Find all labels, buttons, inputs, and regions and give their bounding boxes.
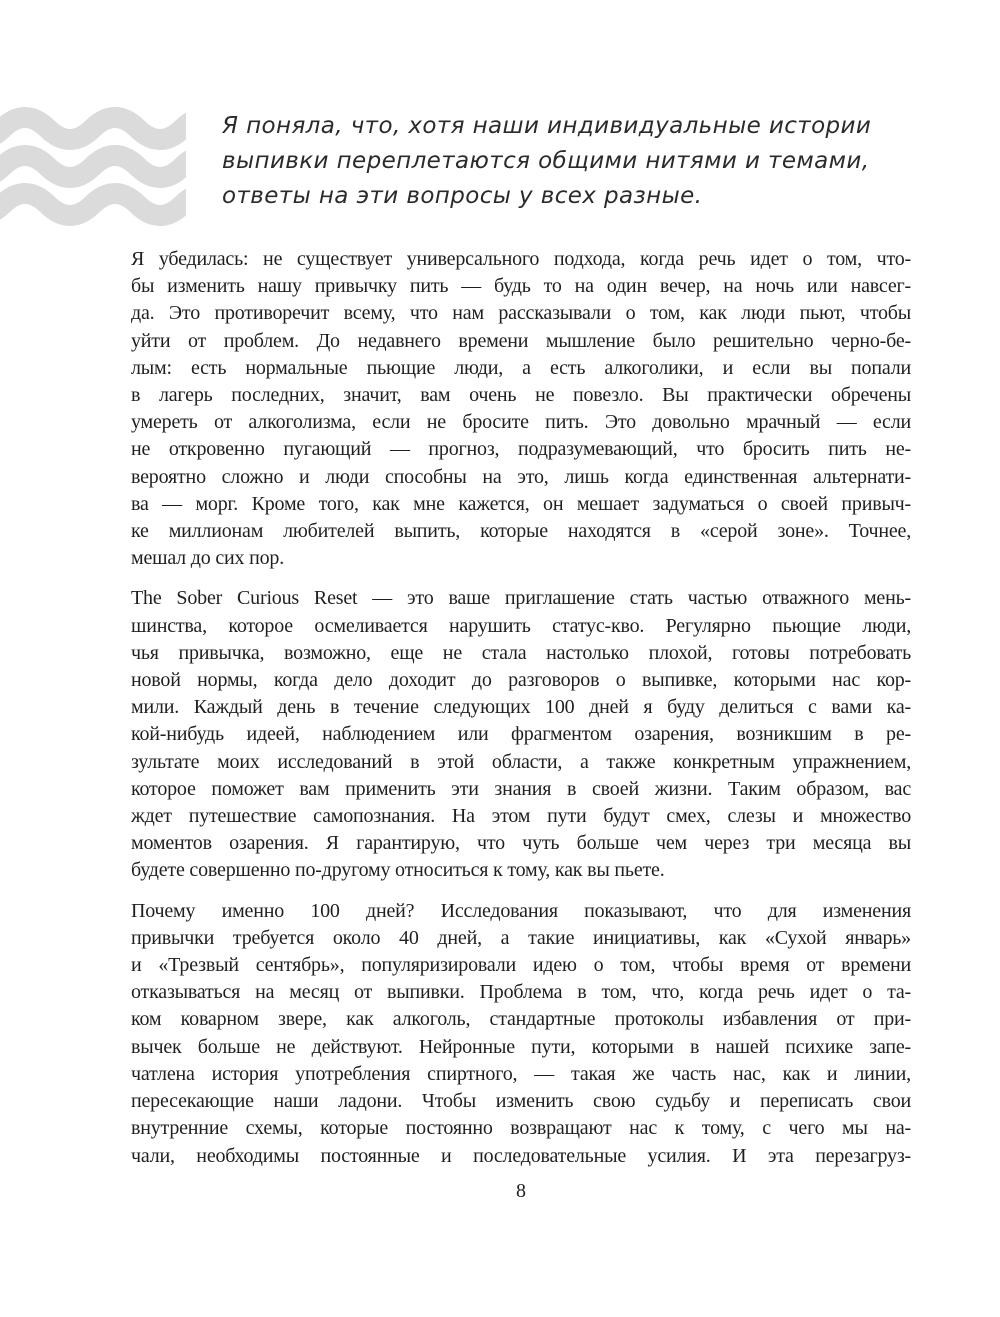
paragraph [131, 246, 911, 572]
body-text [131, 246, 911, 1183]
text-line: ком коварном звере, как алкоголь, стандартные протоколы избавления от при- [131, 1008, 911, 1031]
page-number: 8 [516, 1180, 526, 1202]
text-line: не откровенно пугающий — прогноз, подразумевающий, что бросить пить не- [131, 438, 911, 461]
epigraph-line: Я поняла, что, хотя наши индивидуальные истории [222, 113, 872, 139]
text-line: The Sober Curious Reset — это ваше приглашение стать частью отважного мень- [131, 587, 911, 610]
text-line: уйти от проблем. До недавнего времени мышление было решительно черно-бе- [131, 329, 911, 352]
epigraph-line: ответы на эти вопросы у всех разные. [222, 183, 703, 209]
text-line: в лагерь последних, значит, вам очень не повезло. Вы практически обречены [131, 384, 911, 407]
paragraph [131, 898, 911, 1170]
text-line: лым: есть нормальные пьющие люди, а есть алкоголики, и если вы попали [131, 356, 911, 379]
text-line: вычек больше не действуют. Нейронные пути, которыми в нашей психике запе- [131, 1035, 911, 1058]
text-line: ва — морг. Кроме того, как мне кажется, он мешает задуматься о своей привыч- [131, 492, 911, 515]
text-line: привычки требуется около 40 дней, а такие инициативы, как «Сухой январь» [131, 926, 911, 949]
text-line: да. Это противоречит всему, что нам рассказывали о том, как люди пьют, чтобы [131, 302, 911, 325]
text-line: вероятно сложно и люди способны на это, лишь когда единственная альтернати- [131, 465, 911, 488]
text-line: которое поможет вам применить эти знания в своей жизни. Таким образом, вас [131, 777, 911, 800]
text-line: внутренние схемы, которые постоянно возвращают нас к тому, с чего мы на- [131, 1117, 911, 1140]
text-line: мили. Каждый день в течение следующих 100 дней я буду делиться с вами ка- [131, 696, 911, 719]
text-line: шинства, которое осмеливается нарушить статус-кво. Регулярно пьющие люди, [131, 614, 911, 637]
text-line: чья привычка, возможно, еще не стала настолько плохой, готовы потребовать [131, 641, 911, 664]
text-line: чатлена история употребления спиртного, — такая же часть нас, как и линии, [131, 1062, 911, 1085]
text-line: новой нормы, когда дело доходит до разговоров о выпивке, которыми нас кор- [131, 669, 911, 692]
text-line: Я убедилась: не существует универсального подхода, когда речь идет о том, что- [131, 248, 911, 270]
epigraph-line: выпивки переплетаются общими нитями и темами, [222, 148, 870, 174]
text-line: будете совершенно по-другому относиться к тому, как вы пьете. [131, 859, 665, 882]
epigraph [222, 109, 934, 214]
text-line: и «Трезвый сентябрь», популяризировали идею о том, чтобы время от времени [131, 954, 911, 977]
text-line: кой-нибудь идеей, наблюдением или фрагментом озарения, возникшим в ре- [131, 723, 911, 746]
text-line: бы изменить нашу привычку пить — будь то на один вечер, на ночь или навсег- [131, 275, 911, 298]
text-line: моментов озарения. Я гарантирую, что чуть больше чем через три месяца вы [131, 832, 911, 855]
text-line: чали, необходимы постоянные и последовательные усилия. И эта перезагруз- [131, 1144, 911, 1167]
text-line: ке миллионам любителей выпить, которые находятся в «серой зоне». Точнее, [131, 520, 911, 543]
wave-ornament-icon [0, 107, 186, 232]
text-line: Почему именно 100 дней? Исследования показывают, что для изменения [131, 899, 911, 922]
text-line: ждет путешествие самопознания. На этом пути будут смех, слезы и множество [131, 805, 911, 828]
paragraph [131, 585, 911, 884]
wave-strokes [0, 118, 186, 216]
text-line: зультате моих исследований в этой области, а также конкретным упражнением, [131, 750, 911, 773]
text-line: мешал до сих пор. [131, 547, 285, 570]
text-line: отказываться на месяц от выпивки. Проблема в том, что, когда речь идет о та- [131, 981, 911, 1004]
text-line: пересекающие наши ладони. Чтобы изменить свою судьбу и переписать свои [131, 1090, 911, 1113]
text-line: умереть от алкоголизма, если не бросите пить. Это довольно мрачный — если [131, 411, 911, 434]
